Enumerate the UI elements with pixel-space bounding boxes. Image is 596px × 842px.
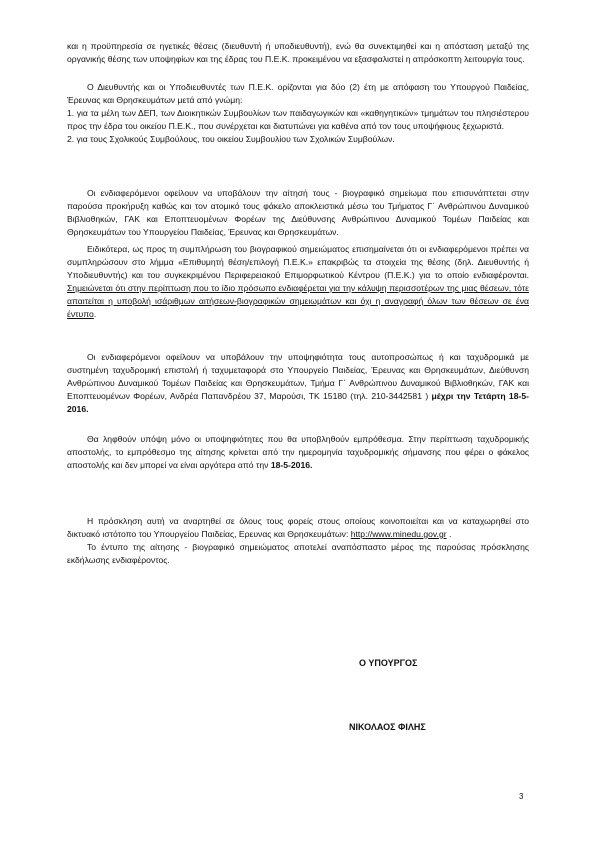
paragraph-publication — [67, 515, 529, 567]
signature-name: ΝΙΚΟΛΑΟΣ ΦΙΛΗΣ — [349, 722, 426, 732]
paragraph-text: Ο Διευθυντής και οι Υποδιευθυντές των Π.Ε.Κ. ορίζονται για δύο (2) έτη με απόφαση του Υπουργού Παιδείας, Έρευνας και Θρησκευμάτων μετά από γνώμη: — [67, 82, 529, 105]
paragraph-text: και η προϋπηρεσία σε ηγετικές θέσεις (διευθυντή ή υποδιευθυντή), ενώ θα συνεκτιμηθεί και η απόσταση μεταξύ της οργανικής θέσης των υποψηφίων και της έδρας του Π.Ε.Κ. προκειμένου να εξασφαλιστεί η απρόσκοπτη λειτουργία τους. — [67, 41, 529, 64]
underlined-note: Σημειώνεται ότι στην περίπτωση που το ίδιο πρόσωπο ενδιαφέρεται για την κάλυψη περισσοτέρων της μιας θέσεων, τότε απαιτείται η υποβολή ισάριθμων αιτήσεων-βιογραφικών σημειωμάτων και όχι η αναγραφή όλων των θέσεων σε ένα έντυπο — [67, 283, 529, 319]
ministry-link[interactable]: http://www.minedu.gov.gr — [350, 529, 447, 539]
deadline-date: 18-5-2016. — [270, 460, 313, 470]
paragraph-appointment — [67, 81, 529, 146]
paragraph-form: Το έντυπο της αίτησης - βιογραφικό σημειώματος αποτελεί αναπόσπαστο μέρος της παρούσας πρόσκλησης εκδήλωσης ενδιαφέροντος. — [67, 542, 529, 565]
paragraph-deadline — [67, 433, 529, 472]
cv-instructions-text: Ειδικότερα, ως προς τη συμπλήρωση του βιογραφικού σημειώματος επισημαίνεται ότι οι ενδιαφερόμενοι πρέπει να συμπληρώσουν στο λήμμα «Επιθυμητή θέση/επιλογή Π.Ε.Κ.» επακριβώς τα στοιχεία της θέσης (δηλ. Διευθυντής ή Υποδιευθυντής) και του συγκεκριμένου Περιφερειακού Επιμορφωτικού Κέντρου (Π.Ε.Κ.) για το οποίο ενδιαφέρονται. — [67, 244, 529, 280]
deadline-text: μέχρι την Τετάρτη 18-5-2016. — [67, 391, 529, 414]
list-item: 1. για τα μέλη των ΔΕΠ, των Διοικητικών Συμβουλίων των παιδαγωγικών και «καθηγητικών» τμημάτων του πλησιέστερου προς την έδρα του οικείου Π.Ε.Κ., που συνέρχεται και διατυπώνει για καθένα από τον τους υποψήφιους ξεχωριστά. — [67, 108, 529, 131]
signature-title: Ο ΥΠΟΥΡΓΟΣ — [359, 658, 418, 668]
page-number: 3 — [519, 792, 524, 801]
paragraph-experience — [67, 40, 529, 66]
publication-text: Η πρόσκληση αυτή να αναρτηθεί σε όλους τους φορείς στους οποίους κοινοποιείται και να καταχωρηθεί στο δικτυακό ιστότοπο του Υπουργείου Παιδείας, Ερευνας και Θρησκευμάτων: — [67, 516, 529, 539]
paragraph-text — [67, 515, 529, 541]
paragraph-cv-instructions — [67, 243, 529, 321]
paragraph-text: Οι ενδιαφερόμενοι οφείλουν να υποβάλουν την αίτησή τους - βιογραφικό σημείωμα που επισυνάπτεται στην παρούσα προκήρυξη καθώς και τον ατομικό τους φάκελο αποκλειστικά μέσω του Τμήματος Γ΄ Ανθρώπινου Δυναμικού Βιβλιοθηκών, ΓΑΚ και Εποπτευομένων Φορέων της Διεύθυνσης Ανθρώπινου Δυναμικού Τομέων Παιδείας και Θρησκευμάτων του Υπουργείου Παιδείας, Έρευνας και Θρησκευμάτων. — [67, 188, 529, 237]
submission-text: Οι ενδιαφερόμενοι οφείλουν να υποβάλουν την υποψηφιότητα τους αυτοπροσώπως ή και ταχυδρομικά με συστημένη ταχυδρομική επιστολή ή ταχυμεταφορά στο Υπουργείο Παιδείας, Έρευνας και Θρησκευμάτων, Διεύθυνση Ανθρώπινου Δυναμικού Τομέων Παιδείας και Θρησκευμάτων, Τμήμα Γ΄ Ανθρώπινου Δυναμικού Βιβλιοθηκών, ΓΑΚ και Εποπτευομένων Φορέων, Ανδρέα Παπανδρέου 37, Μαρούσι, ΤΚ 15180 (τηλ. 210-3442581 ) — [67, 352, 529, 401]
paragraph-text — [67, 351, 529, 416]
list-item: 2. για τους Σχολικούς Συμβούλους, του οικείου Συμβουλίου των Σχολικών Συμβούλων. — [67, 134, 395, 144]
paragraph-text — [67, 243, 529, 321]
paragraph-submission — [67, 351, 529, 416]
period: . — [446, 529, 452, 539]
paragraph-text — [67, 433, 529, 472]
deadline-explanation: Θα ληφθούν υπόψη μόνο οι υποψηφιότητες που θα υποβληθούν εμπρόθεσμα. Στην περίπτωση ταχυδρομικής αποστολής, το εμπρόθεσμο της αίτησης κρίνεται από την ημερομηνία ταχυδρομικής σήμανσης που φέρει ο φάκελος αποστολής και δεν μπορεί να είναι αργότερα από την — [67, 434, 529, 470]
period: . — [93, 309, 97, 319]
paragraph-application — [67, 187, 529, 239]
